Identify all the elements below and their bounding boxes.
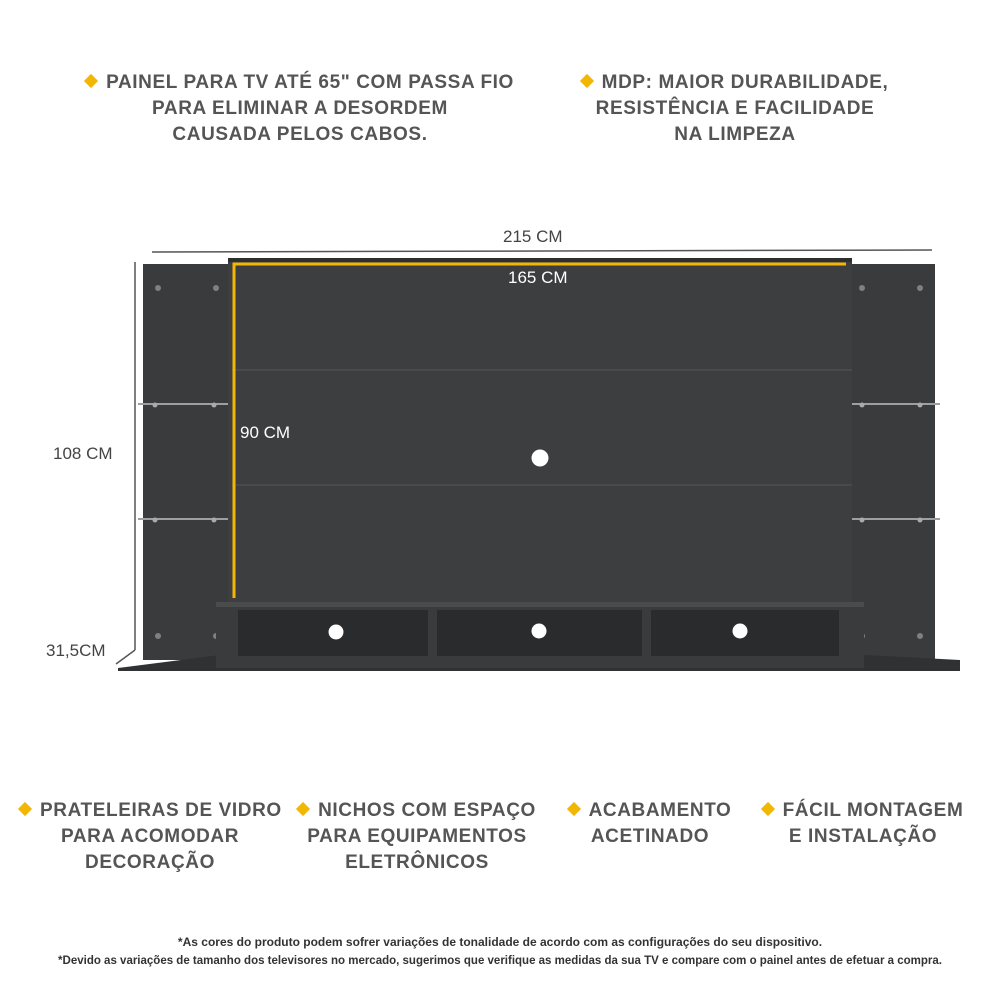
tv-panel [228,258,852,606]
diamond-bullet-icon [761,802,775,816]
diamond-bullet-icon [566,802,580,816]
feature-satin-finish [555,798,745,850]
cable-pass-hole-icon [532,450,549,467]
panel-height-label: 90 CM [240,423,291,442]
feature-glass-shelves [20,798,280,876]
feature-line: PARA ELIMINAR A DESORDEM [152,98,448,119]
feature-line: PARA EQUIPAMENTOS [307,826,527,847]
right-side-panel [850,264,935,660]
feature-line: NA LIMPEZA [674,124,796,145]
feature-line: RESISTÊNCIA E FACILIDADE [595,98,875,119]
niche-cable-hole-icon [733,624,748,639]
diamond-bullet-icon [18,802,32,816]
diamond-bullet-icon [296,802,310,816]
feature-line: NICHOS COM ESPAÇO [292,798,542,824]
niche-cable-hole-icon [532,624,547,639]
total-width-label: 215 CM [503,227,563,246]
depth-dimension-line [116,650,135,664]
niche-cable-hole-icon [329,625,344,640]
tv-panel-top-edge [228,258,852,262]
feature-line: ACABAMENTO [555,798,745,824]
feature-easy-assembly [752,798,974,850]
feature-niches [292,798,542,876]
feature-line: MDP: MAIOR DURABILIDADE, [570,70,900,96]
feature-line: DECORAÇÃO [85,852,215,873]
panel-width-label: 165 CM [508,268,568,287]
feature-line: PRATELEIRAS DE VIDRO [20,798,280,824]
total-height-label: 108 CM [53,444,113,463]
depth-label: 31,5CM [46,641,106,660]
left-side-panel [143,264,231,660]
footnote-tv-size: *Devido as variações de tamanho dos televisores no mercado, sugerimos que verifique as medidas da sua TV e compare com o painel antes de efetuar a compra. [58,955,942,967]
feature-line: CAUSADA PELOS CABOS. [172,124,428,145]
feature-line: ACETINADO [590,826,710,847]
feature-line: ELETRÔNICOS [345,852,489,873]
footnotes [0,933,1000,971]
footnote-colors: *As cores do produto podem sofrer variações de tonalidade de acordo com as configurações do seu dispositivo. [177,935,823,949]
feature-line: PARA ACOMODAR [60,826,240,847]
feature-line: E INSTALAÇÃO [788,826,938,847]
feature-line: FÁCIL MONTAGEM [752,798,974,824]
feature-line: PAINEL PARA TV ATÉ 65" COM PASSA FIO [80,70,520,96]
total-width-dimension-line [152,250,932,252]
rack-top [216,602,864,607]
